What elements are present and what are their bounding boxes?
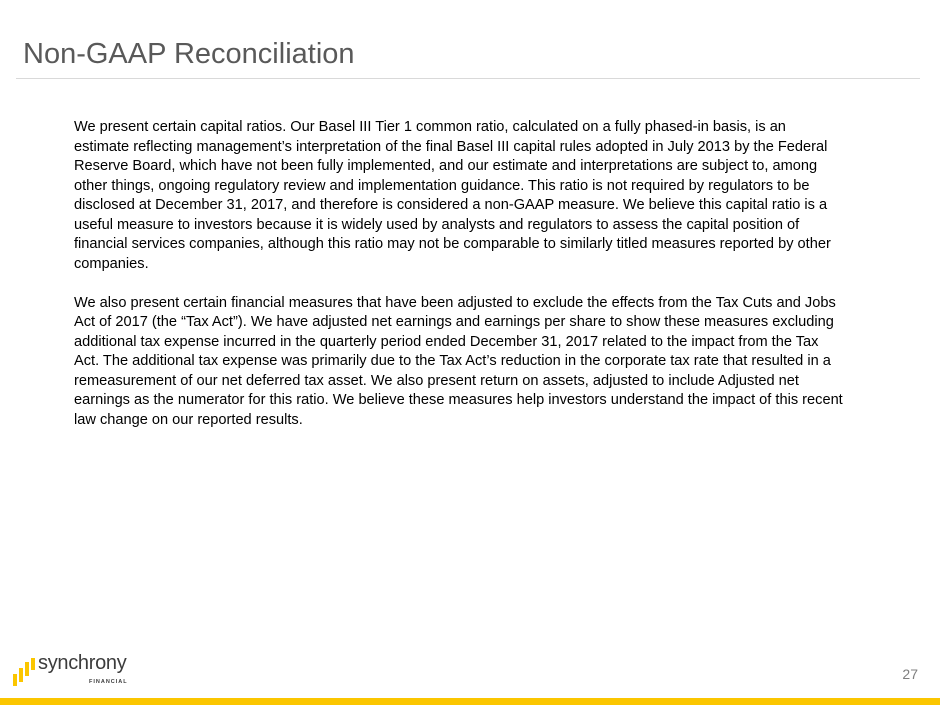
synchrony-logo — [11, 652, 141, 688]
body-text — [74, 118, 844, 450]
brand-bottom-bar — [0, 698, 940, 705]
synchrony-bars-icon — [11, 656, 37, 688]
paragraph-tax-act: We also present certain financial measures that have been adjusted to exclude the effects from the Tax Cuts and Jobs Act of 2017 (the “Tax Act”). We have adjusted net earnings and earnings per share to show these measures excluding additional tax expense incurred in the quarterly period ended December 31, 2017 related to the impact from the Tax Act. The additional tax expense was primarily due to the Tax Act’s reduction in the corporate tax rate that resulted in a remeasurement of our net deferred tax asset. We also present return on assets, adjusted to include Adjusted net earnings as the numerator for this ratio. We believe these measures help investors understand the impact of this recent law change on our reported results. — [74, 294, 843, 428]
paragraph-capital-ratios: We present certain capital ratios. Our Basel III Tier 1 common ratio, calculated on a fully phased-in basis, is an estimate reflecting management’s interpretation of the final Basel III capital rules adopted in July 2013 by the Federal Reserve Board, which have not been fully implemented, and our estimate and interpretations are subject to, among other things, ongoing regulatory review and implementation guidance. This ratio is not required by regulators to be disclosed at December 31, 2017, and therefore is considered a non-GAAP measure. We believe this capital ratio is a useful measure to investors because it is widely used by analysts and regulators to assess the capital position of financial services companies, although this ratio may not be comparable to similarly titled measures reported by other companies. — [74, 119, 831, 272]
logo-subtitle: FINANCIAL — [89, 679, 128, 685]
page-number: 27 — [902, 666, 918, 682]
logo-wordmark: synchrony — [38, 652, 127, 674]
title-divider — [16, 78, 920, 79]
page-title: Non-GAAP Reconciliation — [23, 38, 355, 70]
